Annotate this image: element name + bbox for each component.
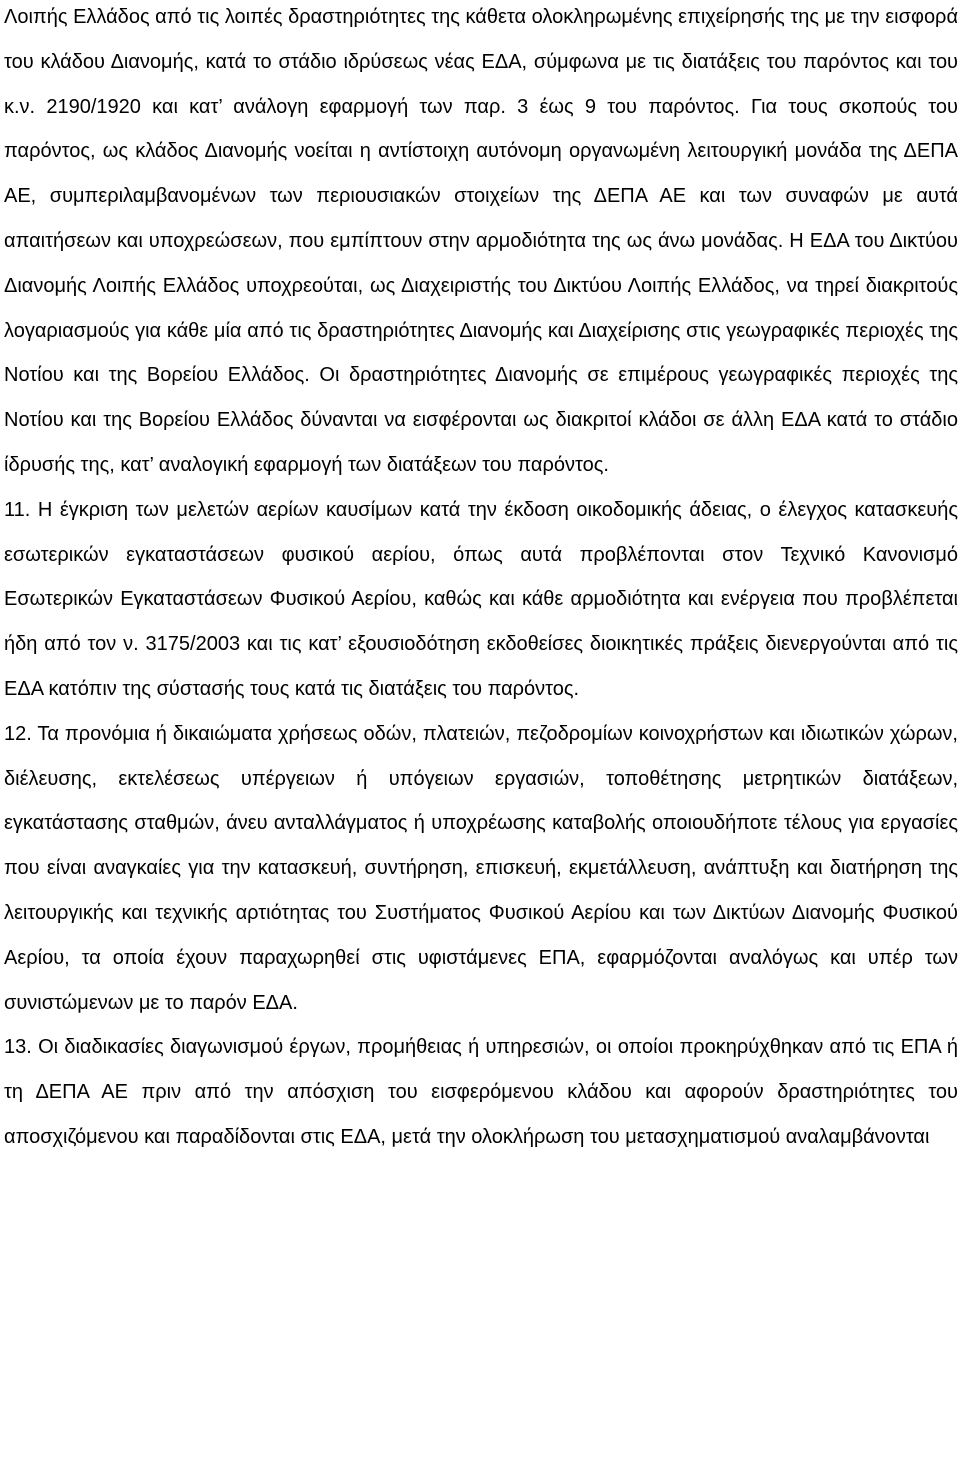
paragraph-12: 12. Τα προνόμια ή δικαιώματα χρήσεως οδών, πλατειών, πεζοδρομίων κοινοχρήστων και ιδιωτικών χώρων, διέλευσης, εκτελέσεως υπέργειων ή υπόγειων εργασιών, τοποθέτησης μετρητικών διατάξεων, εγκατάστασης σταθμών, άνευ ανταλλάγματος ή υποχρέωσης καταβολής οποιουδήποτε τέλους για εργασίες που είναι αναγκαίες για την κατασκευή, συντήρηση, επισκευή, εκμετάλλευση, ανάπτυξη και διατήρηση της λειτουργικής και τεχνικής αρτιότητας του Συστήματος Φυσικού Αερίου και των Δικτύων Διανομής Φυσικού Αερίου, τα οποία έχουν παραχωρηθεί στις υφιστάμενες ΕΠΑ, εφαρμόζονται αναλόγως και υπέρ των συνιστώμενων με το παρόν ΕΔΑ.	[4, 722, 958, 1014]
paragraph-13: 13. Οι διαδικασίες διαγωνισμού έργων, προμήθειας ή υπηρεσιών, οι οποίοι προκηρύχθηκαν από τις ΕΠΑ ή τη ΔΕΠΑ ΑΕ πριν από την απόσχιση του εισφερόμενου κλάδου και αφορούν δραστηριότητες του αποσχιζόμενου και παραδίδονται στις ΕΔΑ, μετά την ολοκλήρωση του μετασχηματισμού αναλαμβάνονται	[4, 1036, 958, 1148]
paragraph-continuation: Λοιπής Ελλάδος από τις λοιπές δραστηριότητες της κάθετα ολοκληρωμένης επιχείρησής της με την εισφορά του κλάδου Διανομής, κατά το στάδιο ιδρύσεως νέας ΕΔΑ, σύμφωνα με τις διατάξεις του παρόντος και του κ.ν. 2190/1920 και κατ’ ανάλογη εφαρμογή των παρ. 3 έως 9 του παρόντος. Για τους σκοπούς του παρόντος, ως κλάδος Διανομής νοείται η αντίστοιχη αυτόνομη οργανωμένη λειτουργική μονάδα της ΔΕΠΑ ΑΕ, συμπεριλαμβανομένων των περιουσιακών στοιχείων της ΔΕΠΑ ΑΕ και των συναφών με αυτά απαιτήσεων και υποχρεώσεων, που εμπίπτουν στην αρμοδιότητα της ως άνω μονάδας. Η ΕΔΑ του Δικτύου Διανομής Λοιπής Ελλάδος υποχρεούται, ως Διαχειριστής του Δικτύου Λοιπής Ελλάδος, να τηρεί διακριτούς λογαριασμούς για κάθε μία από τις δραστηριότητες Διανομής και Διαχείρισης στις γεωγραφικές περιοχές της Νοτίου και της Βορείου Ελλάδος. Οι δραστηριότητες Διανομής σε επιμέρους γεωγραφικές περιοχές της Νοτίου και της Βορείου Ελλάδος δύνανται να εισφέρονται ως διακριτοί κλάδοι σε άλλη ΕΔΑ κατά το στάδιο ίδρυσής της, κατ’ αναλογική εφαρμογή των διατάξεων του παρόντος.	[4, 6, 958, 476]
paragraph-11: 11. Η έγκριση των μελετών αερίων καυσίμων κατά την έκδοση οικοδομικής άδειας, ο έλεγχος κατασκευής εσωτερικών εγκαταστάσεων φυσικού αερίου, όπως αυτά προβλέπονται στον Τεχνικό Κανονισμό Εσωτερικών Εγκαταστάσεων Φυσικού Αερίου, καθώς και κάθε αρμοδιότητα και ενέργεια που προβλέπεται ήδη από τον ν. 3175/2003 και τις κατ’ εξουσιοδότηση εκδοθείσες διοικητικές πράξεις διενεργούνται από τις ΕΔΑ κατόπιν της σύστασής τους κατά τις διατάξεις του παρόντος.	[4, 498, 958, 700]
